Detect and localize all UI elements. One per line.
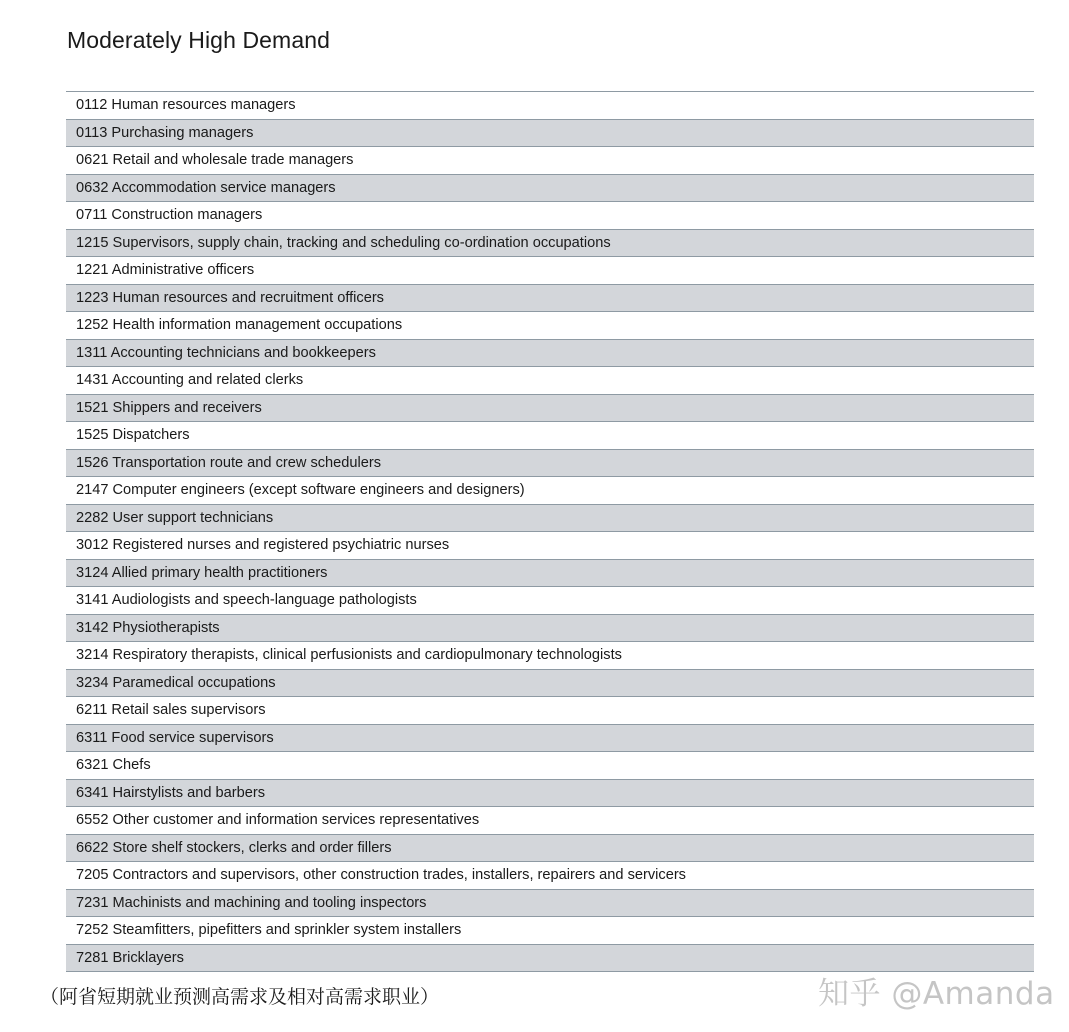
table-row: 7281 Bricklayers bbox=[66, 945, 1034, 973]
page-title: Moderately High Demand bbox=[67, 27, 330, 53]
watermark: 知乎 @Amanda bbox=[818, 976, 1055, 1012]
table-row: 6321 Chefs bbox=[66, 752, 1034, 780]
table-row: 1521 Shippers and receivers bbox=[66, 395, 1034, 423]
table-row: 1525 Dispatchers bbox=[66, 422, 1034, 450]
table-row: 1252 Health information management occupations bbox=[66, 312, 1034, 340]
table-row: 0711 Construction managers bbox=[66, 202, 1034, 230]
table-row: 6211 Retail sales supervisors bbox=[66, 697, 1034, 725]
table-row: 6341 Hairstylists and barbers bbox=[66, 780, 1034, 808]
table-row: 1526 Transportation route and crew schedulers bbox=[66, 450, 1034, 478]
table-row: 6552 Other customer and information services representatives bbox=[66, 807, 1034, 835]
table-row: 1311 Accounting technicians and bookkeepers bbox=[66, 340, 1034, 368]
table-row: 1221 Administrative officers bbox=[66, 257, 1034, 285]
table-row: 7231 Machinists and machining and tooling inspectors bbox=[66, 890, 1034, 918]
table-row: 3141 Audiologists and speech-language pathologists bbox=[66, 587, 1034, 615]
table-row: 3234 Paramedical occupations bbox=[66, 670, 1034, 698]
table-row: 0621 Retail and wholesale trade managers bbox=[66, 147, 1034, 175]
table-row: 3214 Respiratory therapists, clinical perfusionists and cardiopulmonary technologists bbox=[66, 642, 1034, 670]
occupation-table bbox=[66, 91, 1034, 972]
caption: （阿省短期就业预测高需求及相对高需求职业） bbox=[40, 986, 440, 1008]
table-row: 7205 Contractors and supervisors, other construction trades, installers, repairers and servicers bbox=[66, 862, 1034, 890]
table-row: 2147 Computer engineers (except software engineers and designers) bbox=[66, 477, 1034, 505]
table-row: 6622 Store shelf stockers, clerks and order fillers bbox=[66, 835, 1034, 863]
table-row: 0113 Purchasing managers bbox=[66, 120, 1034, 148]
table-row: 7252 Steamfitters, pipefitters and sprinkler system installers bbox=[66, 917, 1034, 945]
table-row: 1431 Accounting and related clerks bbox=[66, 367, 1034, 395]
table-row: 1215 Supervisors, supply chain, tracking and scheduling co-ordination occupations bbox=[66, 230, 1034, 258]
table-row: 1223 Human resources and recruitment officers bbox=[66, 285, 1034, 313]
table-row: 3012 Registered nurses and registered psychiatric nurses bbox=[66, 532, 1034, 560]
table-row: 0112 Human resources managers bbox=[66, 92, 1034, 120]
table-row: 2282 User support technicians bbox=[66, 505, 1034, 533]
table-row: 3124 Allied primary health practitioners bbox=[66, 560, 1034, 588]
table-row: 0632 Accommodation service managers bbox=[66, 175, 1034, 203]
table-row: 6311 Food service supervisors bbox=[66, 725, 1034, 753]
table-row: 3142 Physiotherapists bbox=[66, 615, 1034, 643]
